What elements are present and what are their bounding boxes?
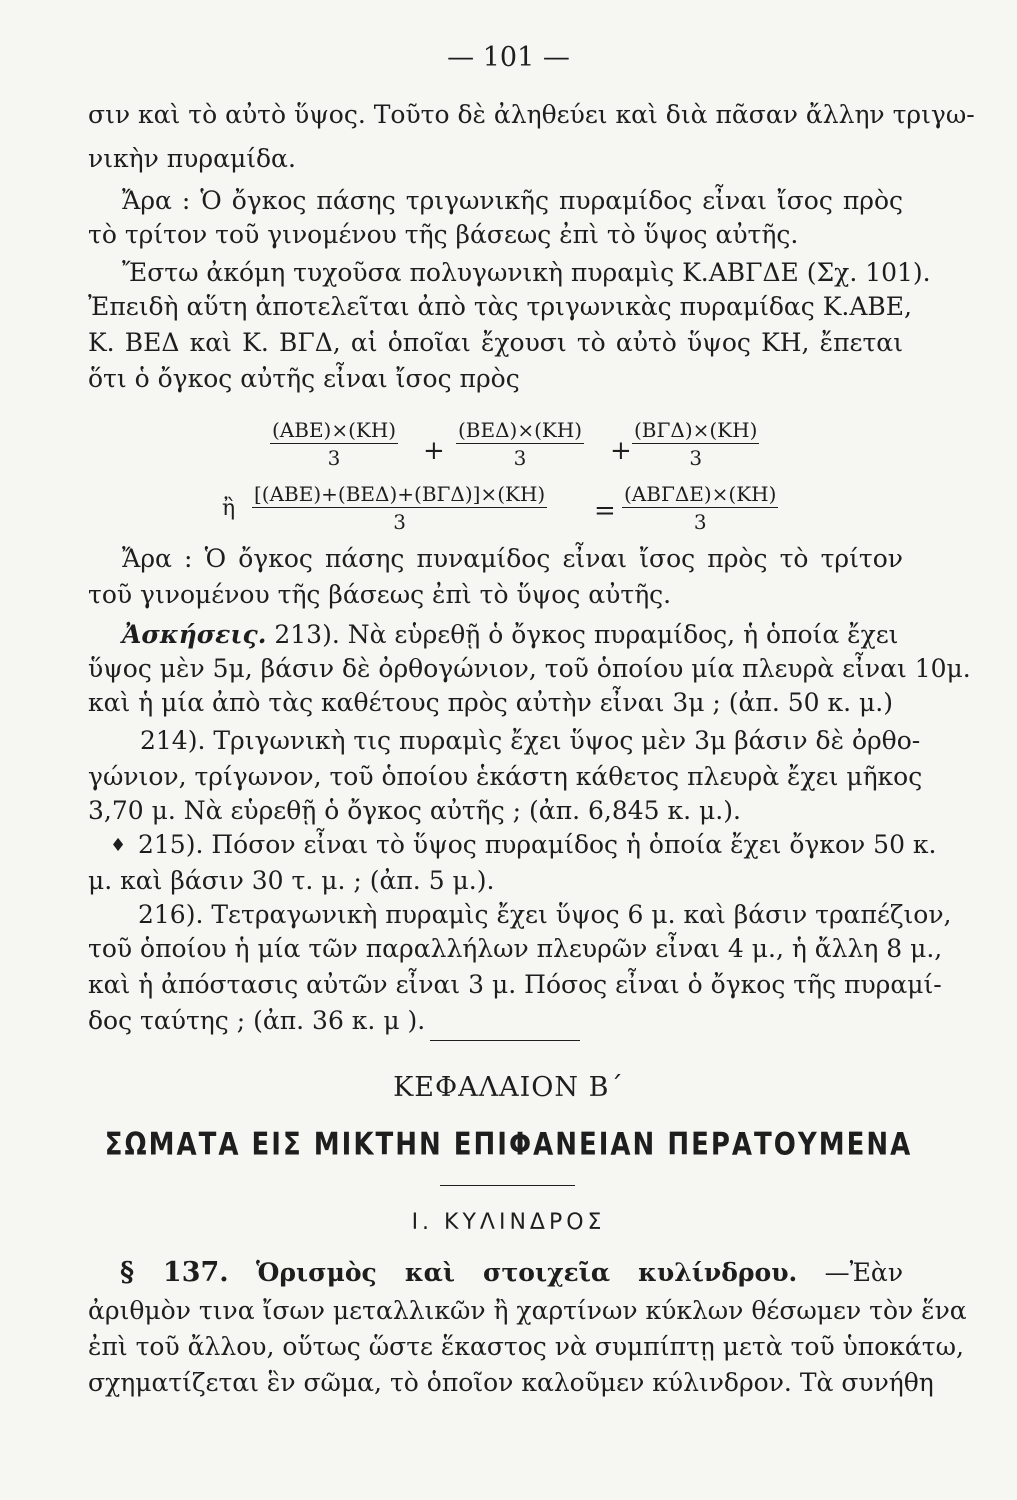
equals-sign: =: [594, 496, 616, 526]
exercise-216: 216). Τετραγωνικὴ πυραμὶς ἔχει ὕψος 6 μ. καὶ βάσιν τραπέζιον,: [138, 900, 952, 929]
text-line: ἀριθμὸν τινα ἴσων μεταλλικῶν ἢ χαρτίνων κύκλων θέσωμεν τὸν ἕνα: [88, 1296, 967, 1325]
text-line: καὶ ἡ μία ἀπὸ τὰς καθέτους πρὸς αὐτὴν εἶναι 3μ ; (ἀπ. 50 κ. μ.): [88, 688, 893, 717]
text-line: Ἄρα : Ὁ ὄγκος πάσης τριγωνικῆς πυραμίδος εἶναι ἴσος πρὸς: [122, 186, 903, 215]
plus-sign: +: [423, 436, 445, 466]
text-line: τοῦ ὁποίου ἡ μία τῶν παραλλήλων πλευρῶν εἶναι 4 μ., ἡ ἄλλη 8 μ.,: [88, 934, 943, 963]
denominator: 3: [327, 446, 341, 470]
page-number: — 101 —: [447, 42, 570, 73]
numerator: [(ΑΒΕ)+(ΒΕΔ)+(ΒΓΔ)]×(ΚΗ): [254, 482, 546, 506]
text-line: τὸ τρίτον τοῦ γινομένου τῆς βάσεως ἐπὶ τὸ ὕψος αὐτῆς.: [88, 220, 799, 249]
section-divider: [430, 1040, 580, 1041]
text-line: 3,70 μ. Νὰ εὑρεθῇ ὁ ὄγκος αὐτῆς ; (ἀπ. 6,845 κ. μ.).: [88, 796, 741, 825]
paragraph-number: § 137.: [120, 1257, 229, 1288]
text-line: σιν καὶ τὸ αὐτὸ ὕψος. Τοῦτο δὲ ἀληθεύει καὶ διὰ πᾶσαν ἄλλην τριγω-: [88, 100, 975, 129]
text-line: Ἄρα : Ὁ ὄγκος πάσης πυναμίδος εἶναι ἴσος πρὸς τὸ τρίτον: [122, 544, 903, 573]
denominator: 3: [689, 446, 703, 470]
paragraph-heading-line: [120, 1258, 903, 1288]
chapter-title: ΚΕΦΑΛΑΙΟΝ Β΄: [393, 1072, 624, 1103]
paragraph-heading: Ὁρισμὸς καὶ στοιχεῖα κυλίνδρου.: [256, 1258, 798, 1287]
text-line: γώνιον, τρίγωνον, τοῦ ὁποίου ἑκάστη κάθετος πλευρὰ ἔχει μῆκος: [88, 762, 923, 791]
numerator: (ΒΓΔ)×(ΚΗ): [634, 418, 758, 442]
text-line: ἐπὶ τοῦ ἄλλου, οὕτως ὥστε ἕκαστος νὰ συμπίπτῃ μετὰ τοῦ ὑποκάτω,: [88, 1332, 964, 1361]
text-line: ὅτι ὁ ὄγκος αὐτῆς εἶναι ἴσος πρὸς: [88, 364, 520, 393]
numerator: (ΑΒΓΔΕ)×(ΚΗ): [624, 482, 777, 506]
fraction-sum: [252, 482, 547, 534]
fraction-abe: [270, 418, 398, 470]
denominator: 3: [693, 510, 707, 534]
denominator: 3: [513, 446, 527, 470]
text-line: Κ. ΒΕΔ καὶ Κ. ΒΓΔ, αἱ ὁποῖαι ἔχουσι τὸ αὐτὸ ὕψος ΚΗ, ἔπεται: [88, 328, 903, 357]
text-line: σχηματίζεται ἓν σῶμα, τὸ ὁποῖον καλοῦμεν κύλινδρον. Τὰ συνήθη: [88, 1368, 934, 1397]
text-line: μ. καὶ βάσιν 30 τ. μ. ; (ἀπ. 5 μ.).: [88, 866, 495, 895]
margin-mark: ♦: [110, 835, 127, 856]
text-line: Ἐπειδὴ αὕτη ἀποτελεῖται ἀπὸ τὰς τριγωνικὰς πυραμίδας Κ.ΑΒΕ,: [88, 292, 912, 321]
formula-or: ἢ: [222, 496, 236, 521]
paragraph-first-tail: —Ἐὰν: [824, 1258, 904, 1287]
section-title: Ι. ΚΥΛΙΝΔΡΟΣ: [411, 1210, 606, 1235]
exercise-213-line: [122, 620, 903, 650]
plus-sign: +: [610, 436, 632, 466]
exercises-label: Ἀσκήσεις.: [122, 620, 267, 649]
exercise-213-text: 213). Νὰ εὑρεθῇ ὁ ὄγκος πυραμίδος, ἡ ὁποία ἔχει: [274, 620, 899, 649]
fraction-bed: [456, 418, 584, 470]
exercise-215: 215). Πόσον εἶναι τὸ ὕψος πυραμίδος ἡ ὁποία ἔχει ὄγκον 50 κ.: [138, 830, 937, 859]
chapter-subtitle: ΣΩΜΑΤΑ ΕΙΣ ΜΙΚΤΗΝ ΕΠΙΦΑΝΕΙΑΝ ΠΕΡΑΤΟΥΜΕΝΑ: [104, 1127, 913, 1163]
fraction-total: [622, 482, 778, 534]
text-line: καὶ ἡ ἀπόστασις αὐτῶν εἶναι 3 μ. Πόσος εἶναι ὁ ὄγκος τῆς πυραμί-: [88, 970, 942, 999]
numerator: (ΒΕΔ)×(ΚΗ): [458, 418, 583, 442]
numerator: (ΑΒΕ)×(ΚΗ): [272, 418, 397, 442]
title-divider: [440, 1185, 575, 1186]
exercise-214: 214). Τριγωνικὴ τις πυραμὶς ἔχει ὕψος μὲν 3μ βάσιν δὲ ὀρθο-: [140, 726, 921, 755]
text-line: δος ταύτης ; (ἀπ. 36 κ. μ ).: [88, 1006, 426, 1035]
fraction-bgd: [632, 418, 759, 470]
text-line: τοῦ γινομένου τῆς βάσεως ἐπὶ τὸ ὕψος αὐτῆς.: [88, 580, 672, 609]
text-line: νικὴν πυραμίδα.: [88, 144, 296, 173]
denominator: 3: [393, 510, 406, 534]
text-line: ὕψος μὲν 5μ, βάσιν δὲ ὀρθογώνιον, τοῦ ὁποίου μία πλευρὰ εἶναι 10μ.: [88, 654, 971, 683]
text-line: Ἔστω ἀκόμη τυχοῦσα πολυγωνικὴ πυραμὶς Κ.ΑΒΓΔΕ (Σχ. 101).: [122, 258, 931, 287]
